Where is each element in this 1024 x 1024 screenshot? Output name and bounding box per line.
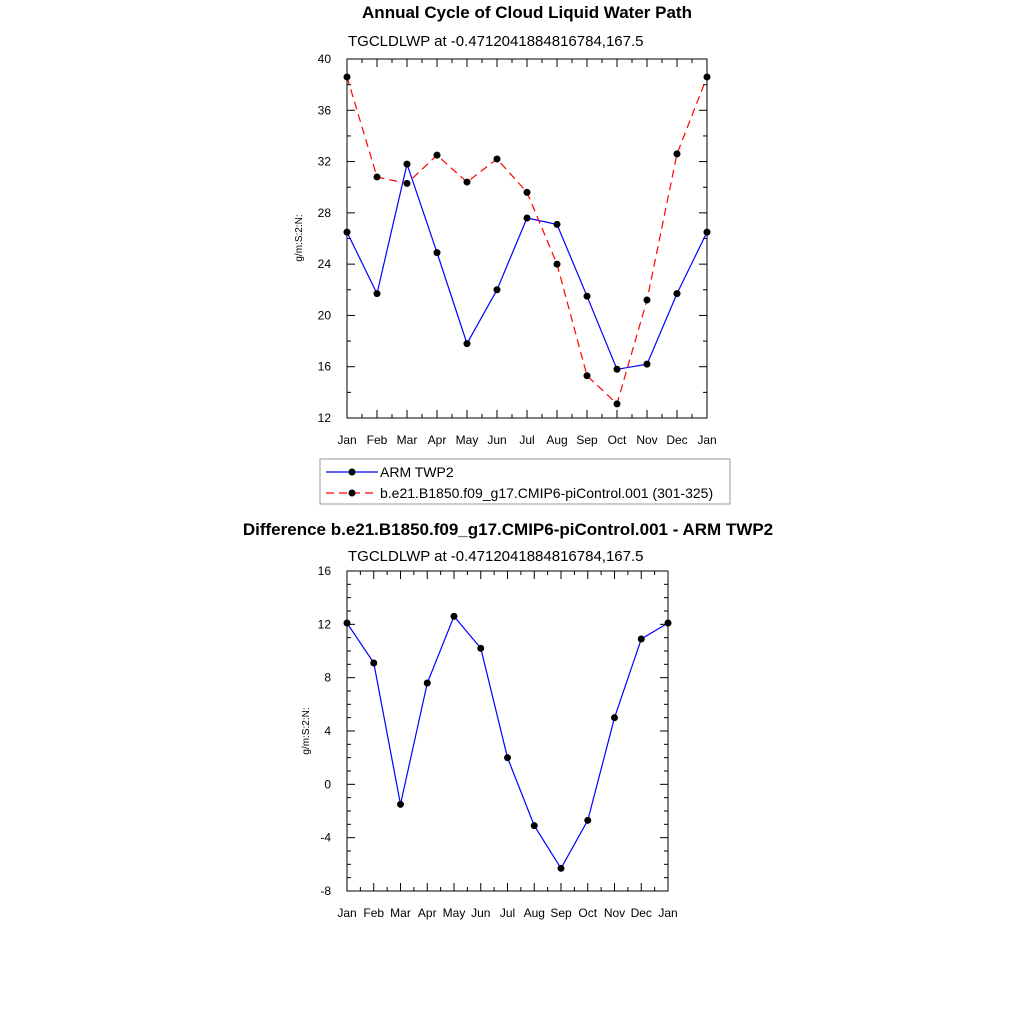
difference-series-0-point xyxy=(584,817,591,824)
difference-y-tick-label: -4 xyxy=(320,830,331,845)
annual-cycle-x-tick-label: May xyxy=(455,433,479,447)
annual-cycle-series-1-point xyxy=(344,73,351,80)
annual-cycle-series-1-point xyxy=(584,372,591,379)
annual-cycle-title: Annual Cycle of Cloud Liquid Water Path xyxy=(362,3,692,22)
annual-cycle-x-tick-label: Apr xyxy=(427,433,447,447)
annual-cycle-y-tick-label: 36 xyxy=(317,103,331,118)
annual-cycle-y-tick-label: 32 xyxy=(317,154,331,169)
legend-entry-model xyxy=(326,485,713,501)
difference-x-tick-label: Jul xyxy=(499,906,516,920)
annual-cycle-series-1-point xyxy=(614,400,621,407)
annual-cycle-series-0-point xyxy=(404,161,411,168)
difference-title: Difference b.e21.B1850.f09_g17.CMIP6-piControl.001 - ARM TWP2 xyxy=(242,520,774,539)
difference-series-0-point xyxy=(611,714,618,721)
difference-x-tick-label: Apr xyxy=(417,906,437,920)
annual-cycle-series-0-point xyxy=(554,221,561,228)
difference-y-tick-label: -8 xyxy=(320,884,331,898)
difference-series-0-point xyxy=(665,620,672,627)
difference-x-tick-label: Feb xyxy=(363,906,385,920)
annual-cycle-series-1-point xyxy=(554,261,561,268)
annual-cycle-x-tick-label: Jan xyxy=(337,433,357,447)
annual-cycle-series-0-point xyxy=(704,229,711,236)
difference-x-tick-label: May xyxy=(442,906,466,920)
difference-x-tick-label: Jun xyxy=(471,906,491,920)
legend-marker-model xyxy=(349,490,356,497)
difference-y-tick-label: 8 xyxy=(324,670,331,685)
annual-cycle-y-tick-label: 40 xyxy=(317,52,331,66)
annual-cycle-x-tick-label: Feb xyxy=(366,433,388,447)
difference-series-0-point xyxy=(424,680,431,687)
legend-label-model: b.e21.B1850.f09_g17.CMIP6-piControl.001 (301-325) xyxy=(380,485,714,501)
annual-cycle-x-tick-label: Mar xyxy=(396,433,418,447)
annual-cycle-series-1-point xyxy=(644,297,651,304)
annual-cycle-y-tick-label: 20 xyxy=(317,308,331,323)
difference-series-0-point xyxy=(477,645,484,652)
annual-cycle-series-0-point xyxy=(524,214,531,221)
difference-series-0-point xyxy=(638,636,645,643)
difference-series-0-point xyxy=(558,865,565,872)
annual-cycle-series-0-point xyxy=(674,290,681,297)
annual-cycle-series-0-point xyxy=(464,340,471,347)
annual-cycle-x-tick-label: Nov xyxy=(636,433,658,447)
annual-cycle-series-1-point xyxy=(524,189,531,196)
annual-cycle-series-0-point xyxy=(614,366,621,373)
annual-cycle-y-axis-label: g/m:S:2:N: xyxy=(294,214,305,262)
difference-series-0-point xyxy=(370,660,377,667)
difference-y-tick-label: 16 xyxy=(317,564,331,578)
annual-cycle-x-tick-label: Jan xyxy=(697,433,717,447)
annual-cycle-series-1-point xyxy=(434,152,441,159)
annual-cycle-x-tick-label: Jun xyxy=(487,433,507,447)
difference-series-0-point xyxy=(451,613,458,620)
difference-y-tick-label: 12 xyxy=(317,617,331,632)
annual-cycle-series-0-point xyxy=(434,249,441,256)
annual-cycle-x-tick-label: Oct xyxy=(607,433,627,447)
annual-cycle-series-0-point xyxy=(644,361,651,368)
annual-cycle-series-0-point xyxy=(374,290,381,297)
difference-x-tick-label: Jan xyxy=(337,906,357,920)
annual-cycle-series-1-point xyxy=(704,73,711,80)
difference-x-tick-label: Aug xyxy=(523,906,545,920)
annual-cycle-series-1-point xyxy=(494,156,501,163)
annual-cycle-x-tick-label: Sep xyxy=(576,433,598,447)
difference-series-0-point xyxy=(531,822,538,829)
annual-cycle-y-tick-label: 16 xyxy=(317,359,331,374)
annual-cycle-x-tick-label: Aug xyxy=(546,433,568,447)
difference-x-tick-label: Oct xyxy=(578,906,598,920)
difference-series-0-point xyxy=(504,754,511,761)
difference-series-0-point xyxy=(344,620,351,627)
annual-cycle-series-0-point xyxy=(494,286,501,293)
annual-cycle-y-tick-label: 24 xyxy=(317,257,331,272)
annual-cycle-legend xyxy=(320,459,730,504)
difference-series-0-point xyxy=(397,801,404,808)
difference-x-tick-label: Sep xyxy=(550,906,572,920)
difference-x-tick-label: Mar xyxy=(390,906,411,920)
annual-cycle-y-tick-label: 12 xyxy=(317,411,331,425)
difference-x-tick-label: Nov xyxy=(603,906,626,920)
difference-y-axis-label: g/m:S:2:N: xyxy=(301,707,312,755)
annual-cycle-series-0-point xyxy=(584,293,591,300)
annual-cycle-series-1-point xyxy=(464,179,471,186)
annual-cycle-series-1-point xyxy=(674,150,681,157)
legend-label-arm-twp2: ARM TWP2 xyxy=(380,464,454,480)
difference-x-tick-label: Jan xyxy=(658,906,678,920)
difference-y-tick-label: 0 xyxy=(324,777,331,792)
annual-cycle-x-tick-label: Dec xyxy=(666,433,688,447)
annual-cycle-subtitle: TGCLDLWP at -0.4712041884816784,167.5 xyxy=(348,33,644,50)
annual-cycle-series-0-point xyxy=(344,229,351,236)
annual-cycle-x-tick-label: Jul xyxy=(519,433,535,447)
difference-y-tick-label: 4 xyxy=(324,724,331,738)
legend-marker-arm-twp2 xyxy=(349,469,356,476)
difference-x-tick-label: Dec xyxy=(630,906,652,920)
difference-subtitle: TGCLDLWP at -0.4712041884816784,167.5 xyxy=(348,548,644,565)
annual-cycle-series-1-point xyxy=(374,173,381,180)
annual-cycle-y-tick-label: 28 xyxy=(317,205,331,220)
annual-cycle-series-1-point xyxy=(404,180,411,187)
